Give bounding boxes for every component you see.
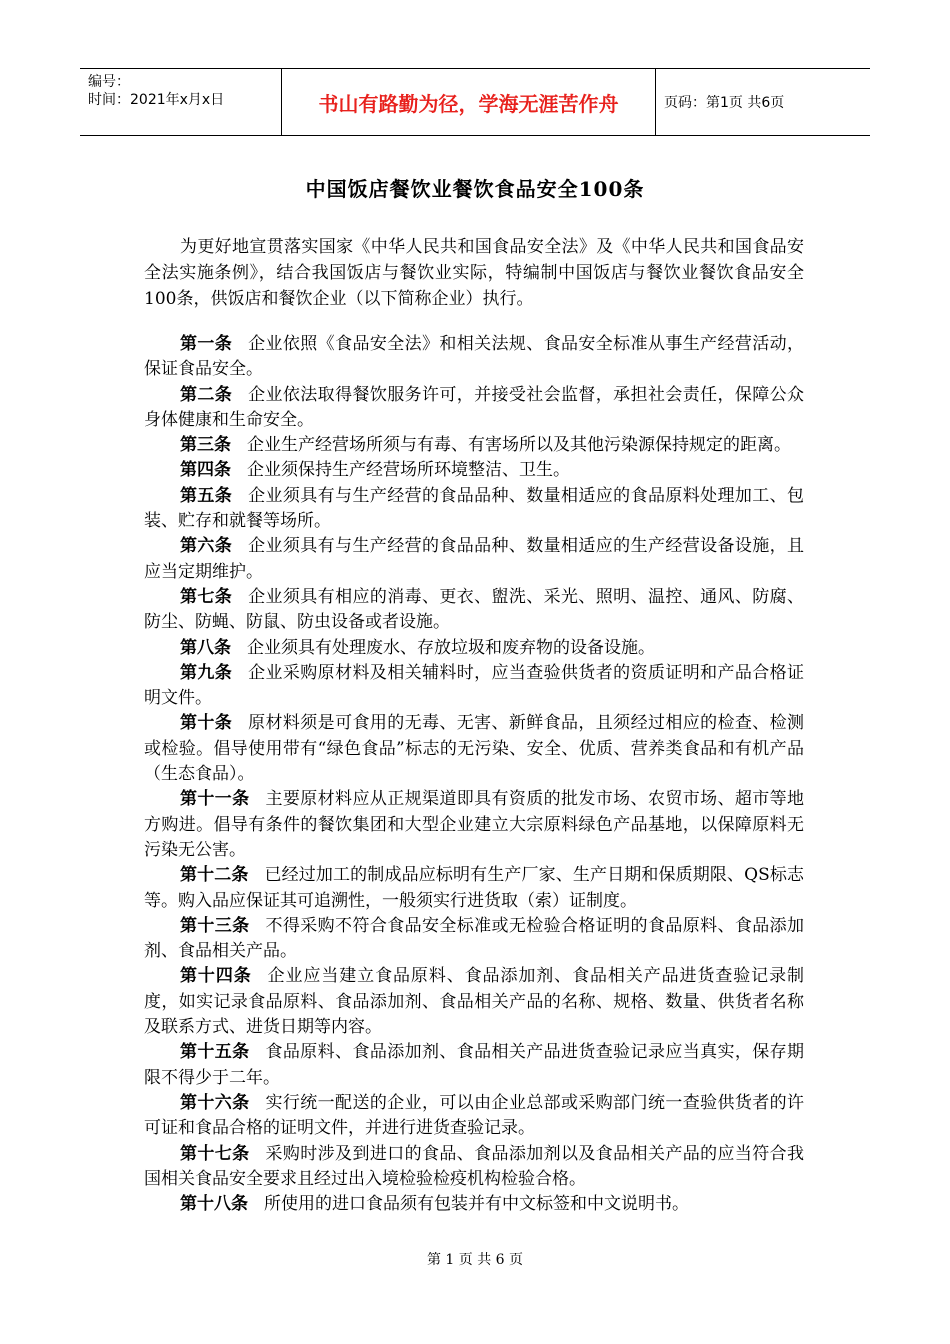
article-text: 原材料须是可食用的无毒、无害、新鲜食品，且须经过相应的检查、检测或检验。倡导使用带有“绿色食品”标志的无污染、安全、优质、营养类食品和有机产品（生态食品）。 <box>144 713 805 785</box>
article-text: 企业生产经营场所须与有毒、有害场所以及其他污染源保持规定的距离。 <box>247 435 791 456</box>
article-14 <box>144 964 804 1040</box>
article-number: 第一条 <box>180 334 233 354</box>
article-3 <box>144 433 804 458</box>
article-text: 企业依法取得餐饮服务许可，并接受社会监督，承担社会责任，保障公众身体健康和生命安全。 <box>144 384 805 430</box>
article-number: 第六条 <box>180 536 233 557</box>
article-text: 企业采购原材料及相关辅料时，应当查验供货者的资质证明和产品合格证明文件。 <box>144 662 805 709</box>
article-number: 第五条 <box>180 485 233 506</box>
article-15 <box>144 1040 804 1091</box>
article-number: 第十五条 <box>180 1042 250 1063</box>
article-1 <box>144 332 804 383</box>
article-text: 企业须具有处理废水、存放垃圾和废弃物的设备设施。 <box>247 637 655 658</box>
article-9 <box>144 661 804 712</box>
article-text: 采购时涉及到进口的食品、食品添加剂以及食品相关产品的应当符合我国相关食品安全要求且经过出入境检验检疫机构检验合格。 <box>144 1143 805 1189</box>
number-label: 编号： <box>88 74 130 90</box>
header-page-info: 页码：第1页 共6页 <box>664 95 785 111</box>
article-4 <box>144 458 804 483</box>
article-7 <box>144 585 804 636</box>
article-number: 第十一条 <box>180 789 250 810</box>
article-text: 主要原材料应从正规渠道即具有资质的批发市场、农贸市场、超市等地方购进。倡导有条件的餐饮集团和大型企业建立大宗原料绿色产品基地，以保障原料无污染无公害。 <box>144 789 805 860</box>
article-text: 企业应当建立食品原料、食品添加剂、食品相关产品进货查验记录制度，如实记录食品原料、食品添加剂、食品相关产品的名称、规格、数量、供货者名称及联系方式、进货日期等内容。 <box>144 966 805 1038</box>
article-text: 所使用的进口食品须有包装并有中文标签和中文说明书。 <box>264 1194 689 1215</box>
time-label: 时间：2021年x月x日 <box>88 92 225 108</box>
header-meta <box>80 69 282 135</box>
article-number: 第八条 <box>180 637 231 658</box>
article-number: 第十条 <box>180 713 233 734</box>
article-2 <box>144 383 804 434</box>
article-5 <box>144 484 804 535</box>
article-text: 企业须具有相应的消毒、更衣、盥洗、采光、照明、温控、通风、防腐、防尘、防蝇、防鼠、防虫设备或者设施。 <box>144 586 805 633</box>
article-text: 实行统一配送的企业，可以由企业总部或采购部门统一查验供货者的许可证和食品合格的证明文件，并进行进货查验记录。 <box>144 1092 805 1139</box>
page-footer: 第 1 页 共 6 页 <box>426 1252 524 1268</box>
page-header <box>80 68 870 136</box>
article-10 <box>144 711 804 787</box>
article-17 <box>144 1142 804 1193</box>
article-number: 第二条 <box>180 384 233 405</box>
header-motto: 书山有路勤为径，学海无涯苦作舟 <box>282 69 656 135</box>
article-text: 企业须具有与生产经营的食品品种、数量相适应的生产经营设备设施，且应当定期维护。 <box>144 536 805 582</box>
intro-paragraph: 为更好地宣贯落实国家《中华人民共和国食品安全法》及《中华人民共和国食品安全法实施条例》，结合我国饭店与餐饮业实际，特编制中国饭店与餐饮业餐饮食品安全100条，供饭店和餐饮企业（以下简称企业）执行。 <box>144 237 804 309</box>
article-text: 企业须保持生产经营场所环境整洁、卫生。 <box>247 460 570 481</box>
article-18 <box>144 1192 804 1217</box>
article-12 <box>144 863 804 914</box>
article-13 <box>144 914 804 965</box>
article-8 <box>144 636 804 661</box>
article-number: 第十二条 <box>180 865 249 886</box>
article-text: 食品原料、食品添加剂、食品相关产品进货查验记录应当真实，保存期限不得少于二年。 <box>144 1042 805 1088</box>
article-number: 第九条 <box>180 662 233 683</box>
article-6 <box>144 534 804 585</box>
article-number: 第十三条 <box>180 915 250 936</box>
document-title: 中国饭店餐饮业餐饮食品安全100条 <box>305 177 645 201</box>
article-number: 第十七条 <box>180 1143 250 1164</box>
article-text: 企业依照《食品安全法》和相关法规、食品安全标准从事生产经营活动，保证食品安全。 <box>144 334 805 380</box>
article-number: 第三条 <box>180 435 231 456</box>
article-number: 第七条 <box>180 586 233 607</box>
article-number: 第十八条 <box>180 1194 248 1215</box>
article-number: 第十四条 <box>180 966 252 987</box>
article-number: 第四条 <box>180 460 231 481</box>
article-text: 企业须具有与生产经营的食品品种、数量相适应的食品原料处理加工、包装、贮存和就餐等场所。 <box>144 485 805 532</box>
article-list <box>144 332 804 1217</box>
article-11 <box>144 787 804 863</box>
article-text: 不得采购不符合食品安全标准或无检验合格证明的食品原料、食品添加剂、食品相关产品。 <box>144 915 805 962</box>
article-16 <box>144 1091 804 1142</box>
article-number: 第十六条 <box>180 1092 250 1113</box>
article-text: 已经过加工的制成品应标明有生产厂家、生产日期和保质期限、QS标志等。购入品应保证其可追溯性，一般须实行进货取（索）证制度。 <box>144 865 805 911</box>
